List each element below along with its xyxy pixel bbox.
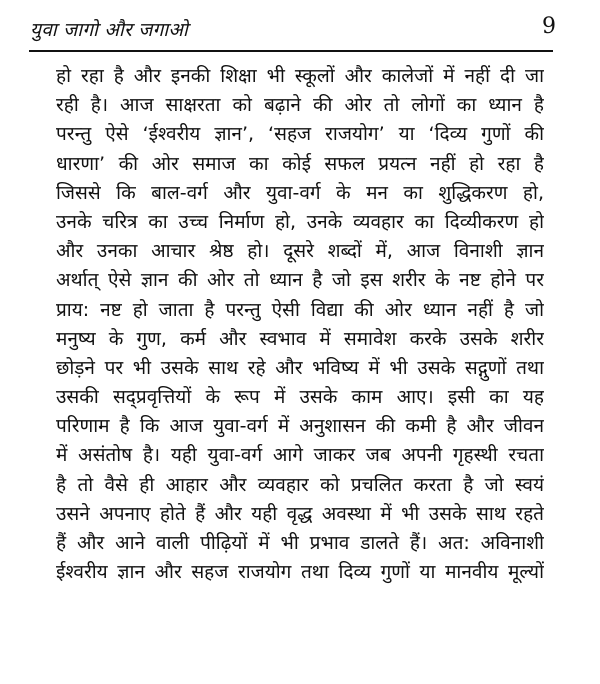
text-line: उसकी सद्प्रवृत्तियों के रूप में उसके काम आए। इसी का यह <box>56 386 544 409</box>
text-line: हो रहा है और इनकी शिक्षा भी स्कूलों और कालेजों में नहीं दी जा <box>56 65 544 87</box>
text-line: मनुष्य के गुण, कर्म और स्वभाव में समावेश करके उसके शरीर <box>56 327 544 350</box>
page-header <box>30 10 556 50</box>
text-line: उसने अपनाए होते हैं और यही वृद्ध अवस्था में भी उसके साथ रहते <box>56 502 544 525</box>
text-line: प्राय: नष्ट हो जाता है परन्तु ऐसी विद्या की ओर ध्यान नहीं है जो <box>56 298 544 321</box>
text-line: धारणा’ की ओर समाज का कोई सफल प्रयत्न नहीं हो रहा है <box>56 152 544 175</box>
text-line: और उनका आचार श्रेष्ठ हो। दूसरे शब्दों में, आज विनाशी ज्ञान <box>56 240 544 263</box>
text-line: ईश्वरीय ज्ञान और सहज राजयोग तथा दिव्य गुणों या मानवीय मूल्यों <box>56 561 544 584</box>
body-text <box>56 62 544 587</box>
text-line: है तो वैसे ही आहार और व्यवहार को प्रचलित करता है जो स्वयं <box>56 473 544 496</box>
text-line: परन्तु ऐसे ‘ईश्वरीय ज्ञान’, ‘सहज राजयोग’ या ‘दिव्य गुणों की <box>56 123 544 146</box>
header-rule <box>29 50 553 52</box>
page-number: 9 <box>542 14 556 39</box>
text-line: रही है। आज साक्षरता को बढ़ाने की ओर तो लोगों का ध्यान है <box>56 94 544 117</box>
text-line: छोड़ने पर भी उसके साथ रहे और भविष्य में भी उसके सद्गुणों तथा <box>56 356 544 379</box>
text-line: परिणाम है कि आज युवा-वर्ग में अनुशासन की कमी है और जीवन <box>56 415 544 438</box>
text-line: उनके चरित्र का उच्च निर्माण हो, उनके व्यवहार का दिव्यीकरण हो <box>56 210 544 233</box>
text-line: में असंतोष है। यही युवा-वर्ग आगे जाकर जब अपनी गृहस्थी रचता <box>56 444 544 467</box>
text-line: अर्थात् ऐसे ज्ञान की ओर तो ध्यान है जो इस शरीर के नष्ट होने पर <box>56 269 544 292</box>
running-head: युवा जागो और जगाओ <box>30 19 189 41</box>
text-line: हैं और आने वाली पीढ़ियों में भी प्रभाव डालते हैं। अत: अविनाशी <box>56 532 544 554</box>
text-line: जिससे कि बाल-वर्ग और युवा-वर्ग के मन का शुद्धिकरण हो, <box>56 181 544 204</box>
